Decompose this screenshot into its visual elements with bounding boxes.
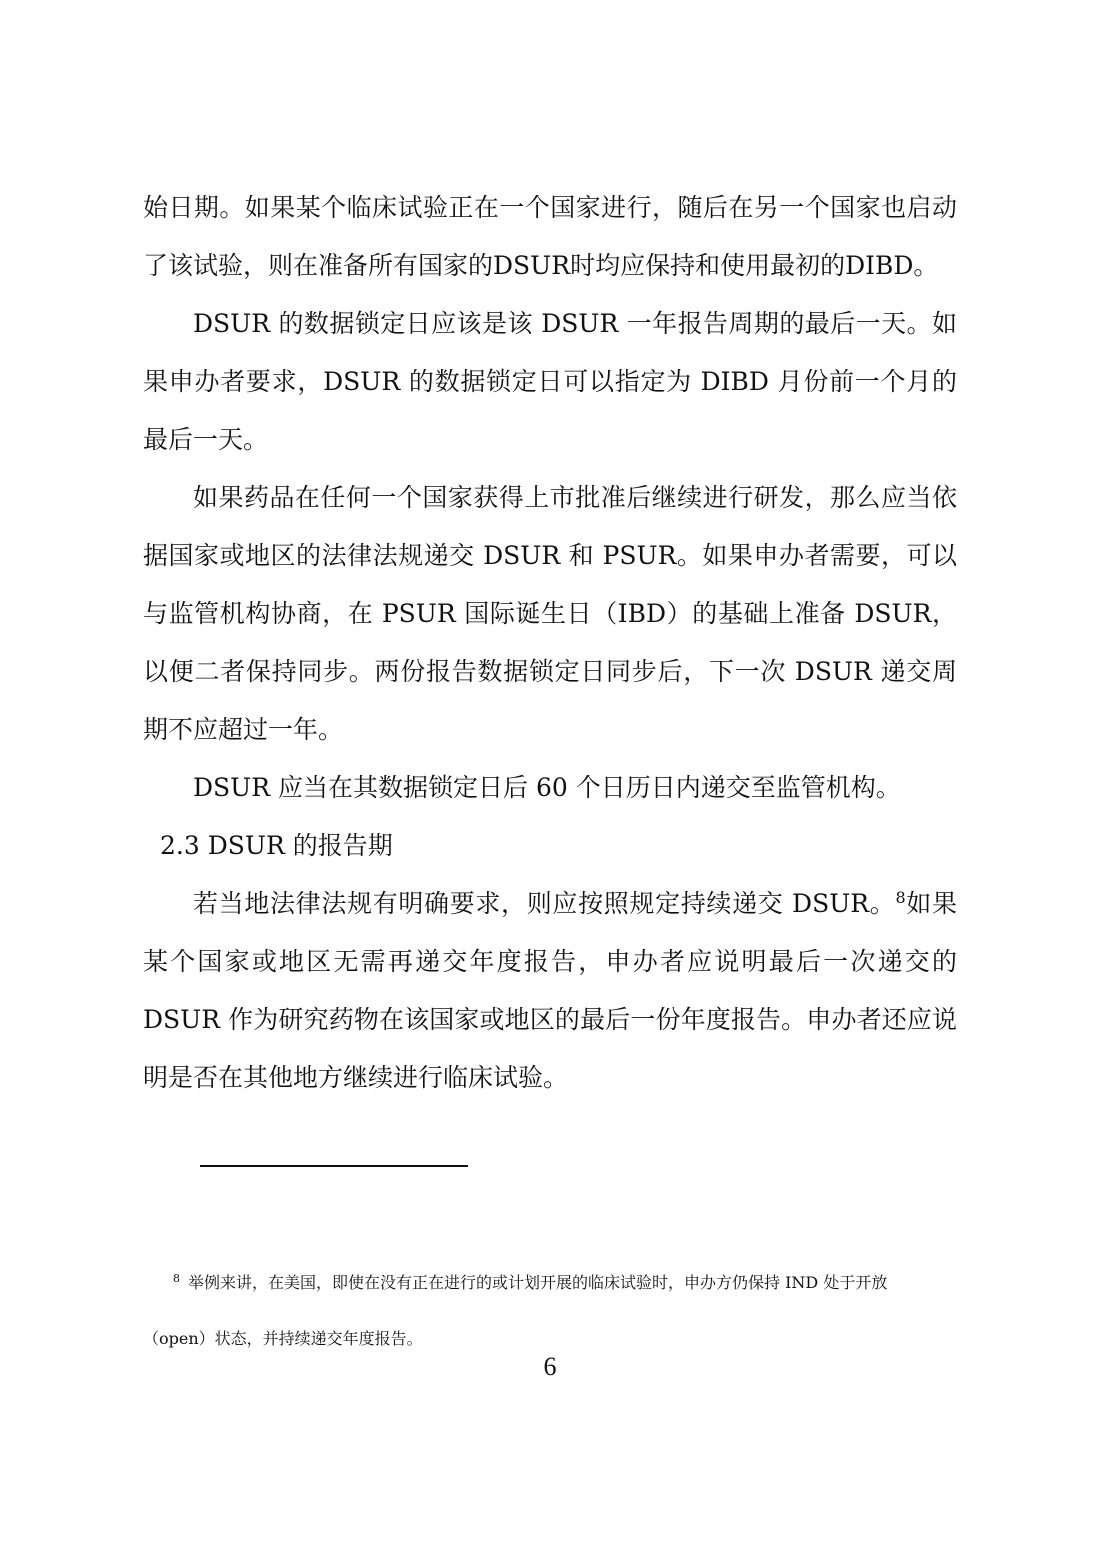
page-number: 6 [543,1352,557,1381]
paragraph-data-lock-point: DSUR 的数据锁定日应该是该 DSUR 一年报告周期的最后一天。如果申办者要求，DSUR 的数据锁定日可以指定为 DIBD 月份前一个月的最后一天。 [143,309,957,454]
footnote-line-1 [143,1255,957,1311]
footnote-mark: 8 [173,1272,180,1285]
paragraph-psur-synchronization: 如果药品在任何一个国家获得上市批准后继续进行研发，那么应当依据国家或地区的法律法规递交 DSUR 和 PSUR。如果申办者需要，可以与监管机构协商，在 PSUR 国际诞生日（IBD）的基础上准备 DSUR，以便二者保持同步。两份报告数据锁定日同步后，下一次 DSUR 递交周期不应超过一年。 [143,483,957,744]
footnote-text-1: 举例来讲，在美国，即使在没有正在进行的或计划开展的临床试验时，申办方仍保持 IND 处于开放 [188,1273,888,1292]
paragraph-text-after-note: 如果某个国家或地区无需再递交年度报告，申办者应说明最后一次递交的 DSUR 作为研究药物在该国家或地区的最后一份年度报告。申办者还应说明是否在其他地方继续进行临床试验。 [143,889,957,1092]
paragraph-text-before-note: 若当地法律法规有明确要求，则应按照规定持续递交 DSUR。 [193,889,896,918]
paragraph-dibd-continuation: 始日期。如果某个临床试验正在一个国家进行，随后在另一个国家也启动了该试验，则在准备所有国家的DSUR时均应保持和使用最初的DIBD。 [143,193,957,280]
body-text [143,179,957,1107]
paragraph-reporting-period [143,875,957,1107]
footnote [143,1255,957,1367]
footnote-separator [200,1165,468,1167]
footnote-line-2: （open）状态，并持续递交年度报告。 [143,1329,423,1348]
section-heading: 2.3 DSUR 的报告期 [160,831,393,860]
paragraph-submission-deadline: DSUR 应当在其数据锁定日后 60 个日历日内递交至监管机构。 [193,773,901,802]
footnote-reference[interactable]: 8 [895,888,906,907]
